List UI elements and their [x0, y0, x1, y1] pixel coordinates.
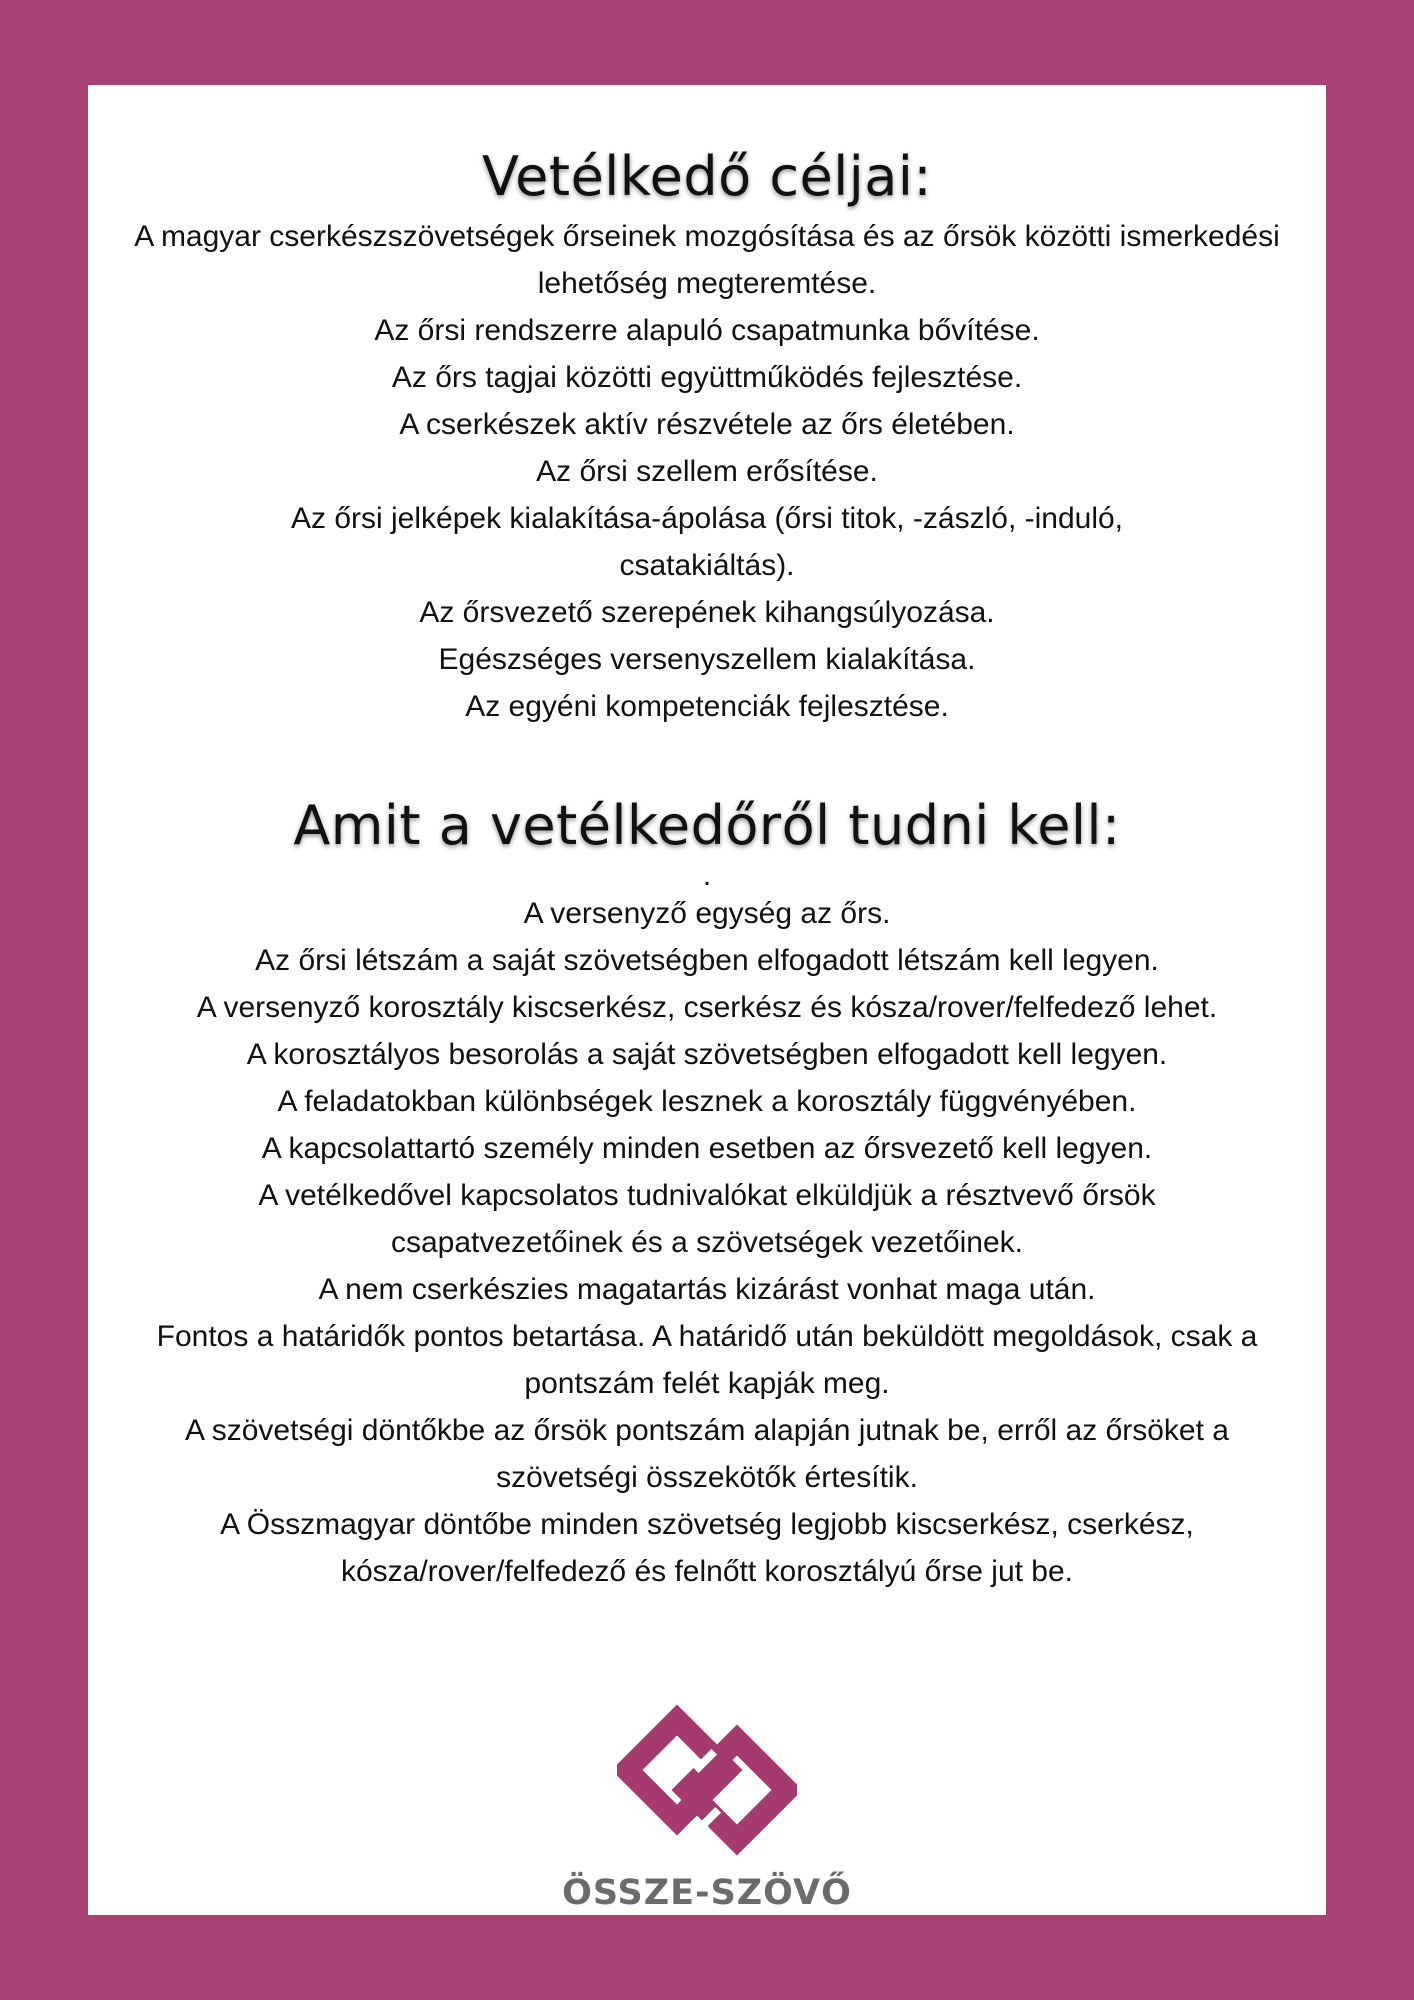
goal-item: Az őrsvezető szerepének kihangsúlyozása.: [419, 596, 995, 629]
info-item: A vetélkedővel kapcsolatos tudnivalókat elküldjük a résztvevő őrsök csapatvezetőinek és a szövetségek vezetőinek.: [258, 1179, 1156, 1259]
logo: [88, 1690, 1326, 1914]
info-item: A kapcsolattartó személy minden esetben az őrsvezető kell legyen.: [261, 1132, 1153, 1165]
info-item: A korosztályos besorolás a saját szövetségben elfogadott kell legyen.: [246, 1038, 1168, 1071]
info-list: [88, 890, 1326, 1595]
goal-item: A magyar cserkészszövetségek őrseinek mozgósítása és az őrsök közötti ismerkedési lehetőség megteremtése.: [134, 220, 1280, 300]
info-item: Fontos a határidők pontos betartása. A határidő után beküldött megoldások, csak a pontszám felét kapják meg.: [156, 1320, 1258, 1400]
goal-item: Az őrsi jelképek kialakítása-ápolása (őrsi titok, -zászló, -induló, csatakiáltás).: [290, 502, 1124, 582]
stray-dot: .: [702, 859, 712, 892]
goals-section: [88, 141, 1326, 730]
info-item: A szövetségi döntőkbe az őrsök pontszám alapján jutnak be, erről az őrsöket a szövetségi összekötők értesítik.: [185, 1414, 1229, 1494]
goal-item: Az őrsi rendszerre alapuló csapatmunka bővítése.: [374, 314, 1040, 347]
logo-text: ÖSSZE-SZÖVŐ: [562, 1873, 852, 1913]
goal-item: Az őrs tagjai közötti együttműködés fejlesztése.: [391, 361, 1023, 394]
info-title: Amit a vetélkedőről tudni kell:: [293, 794, 1121, 857]
goals-list: [88, 213, 1326, 730]
info-item: A versenyző korosztály kiscserkész, cserkész és kósza/rover/felfedező lehet.: [196, 991, 1218, 1024]
content-card: [88, 85, 1326, 1915]
info-item: A versenyző egység az őrs.: [523, 897, 891, 930]
info-item: A Összmagyar döntőbe minden szövetség legjobb kiscserkész, cserkész, kósza/rover/felfedező és felnőtt korosztályú őrse jut be.: [220, 1508, 1194, 1588]
info-item: A feladatokban különbségek lesznek a korosztály függvényében.: [277, 1085, 1137, 1118]
interlaced-knot-logo-icon: [617, 1690, 797, 1870]
goal-item: Az egyéni kompetenciák fejlesztése.: [465, 690, 949, 723]
info-item: Az őrsi létszám a saját szövetségben elfogadott létszám kell legyen.: [255, 944, 1159, 977]
goal-item: A cserkészek aktív részvétele az őrs életében.: [399, 408, 1015, 441]
goals-title: Vetélkedő céljai:: [481, 145, 933, 208]
info-section: [88, 790, 1326, 1595]
info-item: A nem cserkészies magatartás kizárást vonhat maga után.: [318, 1273, 1096, 1306]
goal-item: Egészséges versenyszellem kialakítása.: [438, 643, 976, 676]
goal-item: Az őrsi szellem erősítése.: [536, 455, 878, 488]
